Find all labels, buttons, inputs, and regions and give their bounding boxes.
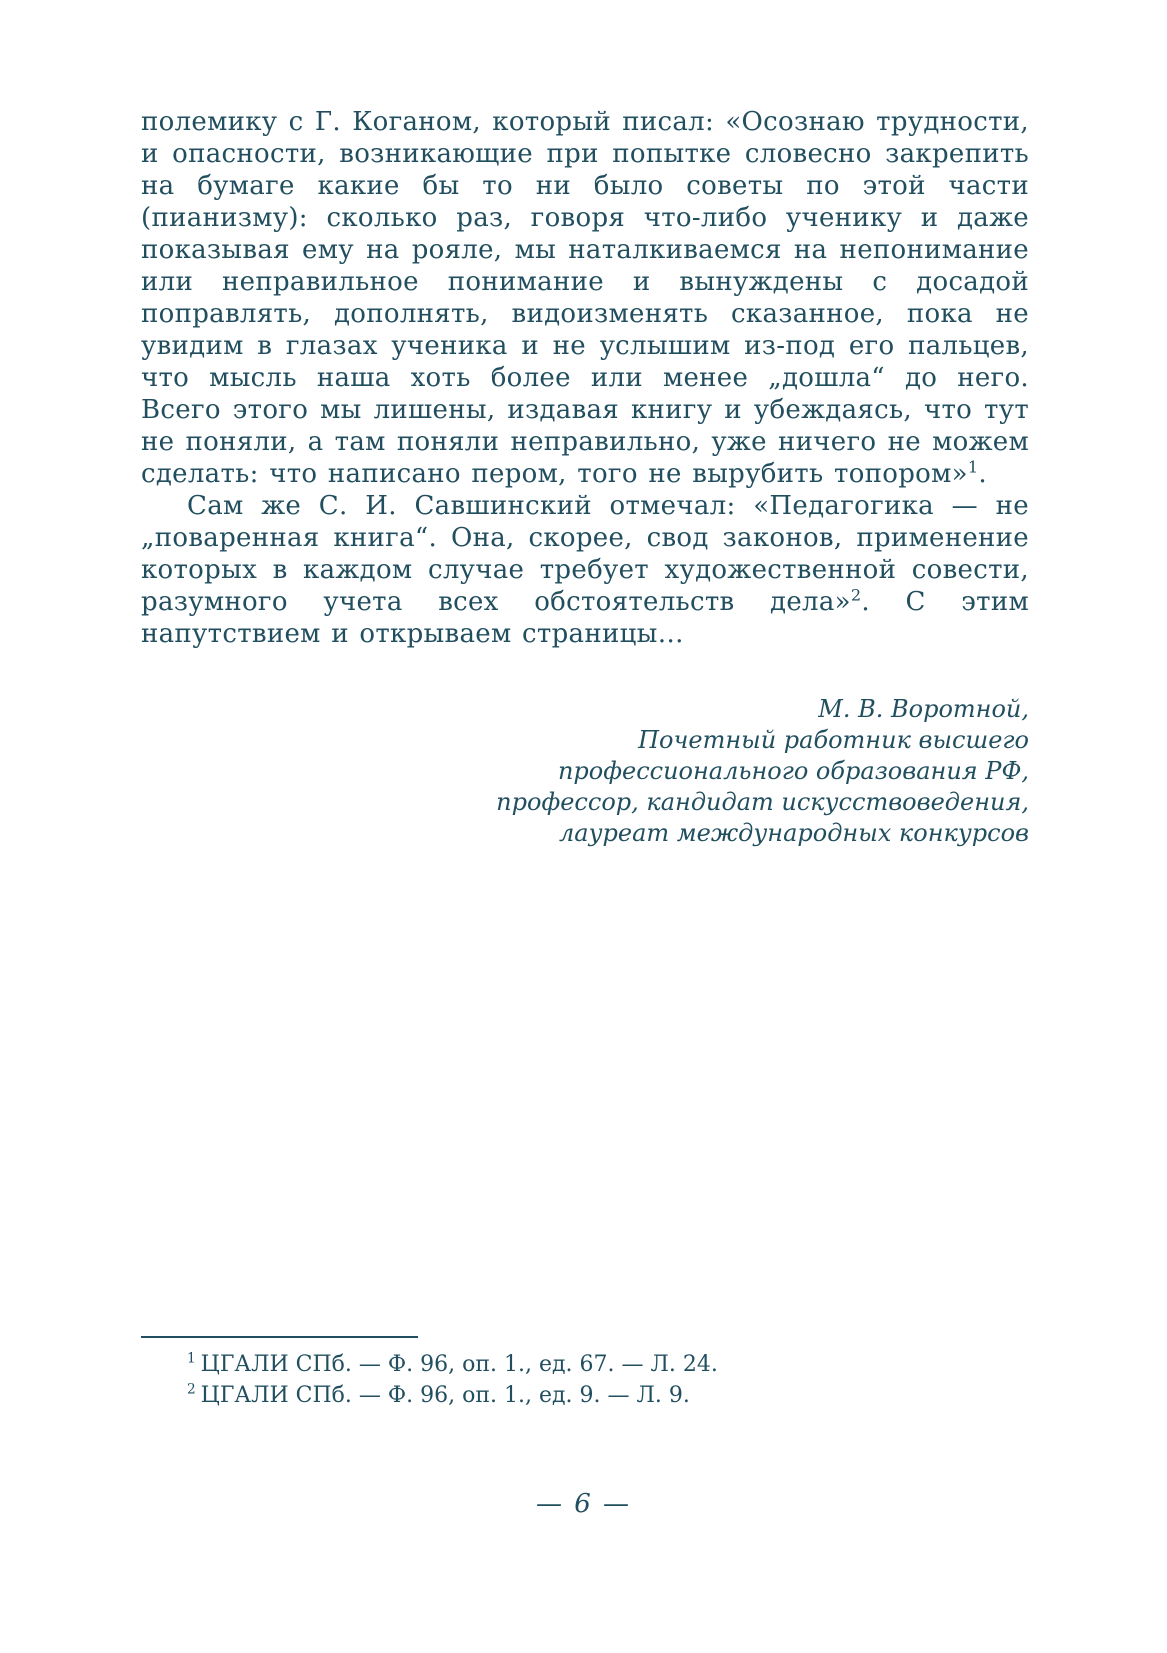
signature-title-line: профессионального образования РФ, <box>557 757 1029 785</box>
footnote-1 <box>141 1349 1029 1380</box>
signature-title-line: профессор, кандидат искусствоведения, <box>496 788 1029 816</box>
signature-title-line: Почетный работник высшего <box>638 726 1029 754</box>
signature-name: М. В. Воротной, <box>818 695 1029 723</box>
paragraph-tail: . С этим напутствием и открываем страницы… <box>141 587 1029 649</box>
paragraph-text: полемику с Г. Коганом, который писал: «Осознаю трудности, и опасности, возникающие при попытке словесно закрепить на бумаге какие бы то ни было советы по этой части (пианизму): сколько раз, говоря что-либо ученику и даже показывая ему на рояле, мы наталкиваемся на непонимание или неправильное понимание и вынуждены с досадой поправлять, дополнять, видоизменять сказанное, пока не увидим в глазах ученика и не услышим из-под его пальцев, что мысль наша хоть более или менее „дошла“ до него. Всего этого мы лишены, издавая книгу и убеждаясь, что тут не поняли, а там поняли неправильно, уже ничего не можем сделать: что написано пером, того не вырубить топором» <box>141 107 1029 489</box>
paragraph-text: Сам же С. И. Савшинский отмечал: «Педагогика — не „поваренная книга“. Она, скорее, свод законов, применение которых в каждом случае требует художественной совести, разумного учета всех обстоятельств дела» <box>141 491 1029 617</box>
footnote-ref-1: 1 <box>967 457 979 477</box>
paragraph-tail: . <box>978 459 987 489</box>
paragraph-savshinsky <box>141 490 1029 650</box>
footnote-text: ЦГАЛИ СПб. — Ф. 96, оп. 1., ед. 9. — Л. 9. <box>200 1383 690 1408</box>
paragraph-continuation <box>141 106 1029 490</box>
signature-title-line: лауреат международных конкурсов <box>558 819 1029 847</box>
footnote-ref-2: 2 <box>850 585 862 605</box>
page-number: — 6 — <box>535 1489 632 1519</box>
footnote-divider <box>141 1336 418 1338</box>
footnote-text: ЦГАЛИ СПб. — Ф. 96, оп. 1., ед. 67. — Л. 24. <box>200 1352 718 1377</box>
author-signature <box>141 694 1029 849</box>
footnote-marker-2: 2 <box>187 1381 196 1398</box>
page-body <box>141 106 1029 849</box>
footnote-marker-1: 1 <box>187 1350 196 1367</box>
footnote-2 <box>141 1380 1029 1411</box>
footnotes-section <box>141 1336 1029 1411</box>
